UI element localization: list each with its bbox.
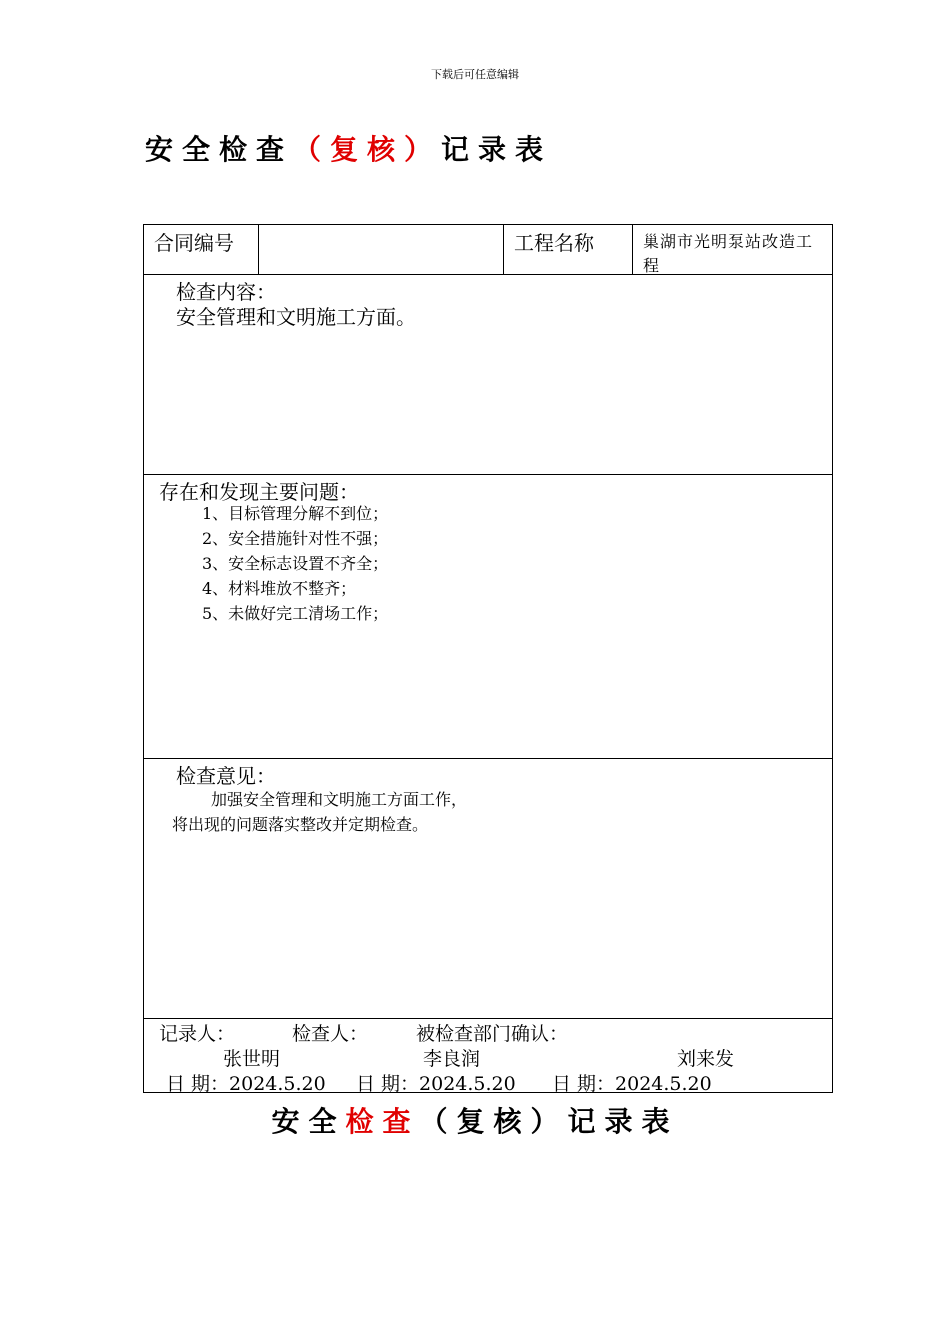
title-part2: 检查 (345, 1105, 420, 1138)
repeat-title (0, 1100, 950, 1140)
project-value-cell[interactable] (632, 225, 832, 274)
title-part2: （复核） (293, 133, 442, 166)
inspector-label: 检查人： (292, 1023, 369, 1045)
project-value-line2: 程 (643, 256, 660, 275)
dept-name: 刘来发 (677, 1048, 735, 1070)
inspection-form (143, 224, 833, 1093)
title-part1: 安全 (271, 1105, 346, 1138)
contract-value-cell[interactable] (258, 225, 503, 274)
opinion-line1: 加强安全管理和文明施工方面工作， (211, 790, 468, 809)
opinion-row (144, 759, 832, 1019)
project-label: 工程名称 (514, 231, 594, 255)
inspector-date: 日 期：2024.5.20 (356, 1073, 516, 1095)
problem-item: 2、安全措施针对性不强； (202, 529, 389, 548)
problems-heading: 存在和发现主要问题： (159, 480, 359, 504)
content-row (144, 275, 832, 475)
problem-item: 4、材料堆放不整齐； (202, 579, 357, 598)
recorder-date: 日 期：2024.5.20 (166, 1073, 326, 1095)
title-part3: （复核）记录表 (419, 1105, 679, 1138)
project-label-cell (503, 225, 632, 274)
opinion-line2: 将出现的问题落实整改并定期检查。 (172, 815, 429, 834)
problems-row (144, 475, 832, 759)
project-value-line1: 巢湖市光明泵站改造工 (643, 232, 814, 251)
opinion-heading: 检查意见： (176, 764, 276, 788)
info-row (144, 225, 832, 275)
content-text: 安全管理和文明施工方面。 (176, 305, 416, 329)
recorder-label: 记录人： (159, 1023, 236, 1045)
content-heading: 检查内容： (176, 280, 276, 304)
signature-row (144, 1019, 832, 1093)
inspector-name: 李良润 (423, 1048, 481, 1070)
dept-date: 日 期：2024.5.20 (552, 1073, 712, 1095)
problem-item: 1、目标管理分解不到位； (202, 504, 389, 523)
contract-label: 合同编号 (154, 231, 234, 255)
header-note: 下载后可任意编辑 (431, 68, 519, 81)
contract-label-cell (144, 225, 258, 274)
title-part1: 安全检查 (145, 133, 294, 166)
title-part3: 记录表 (441, 133, 553, 166)
problem-item: 3、安全标志设置不齐全； (202, 554, 389, 573)
problem-item: 5、未做好完工清场工作； (202, 604, 389, 623)
page-title (145, 128, 552, 168)
dept-label: 被检查部门确认： (416, 1023, 569, 1045)
recorder-name: 张世明 (223, 1048, 281, 1070)
